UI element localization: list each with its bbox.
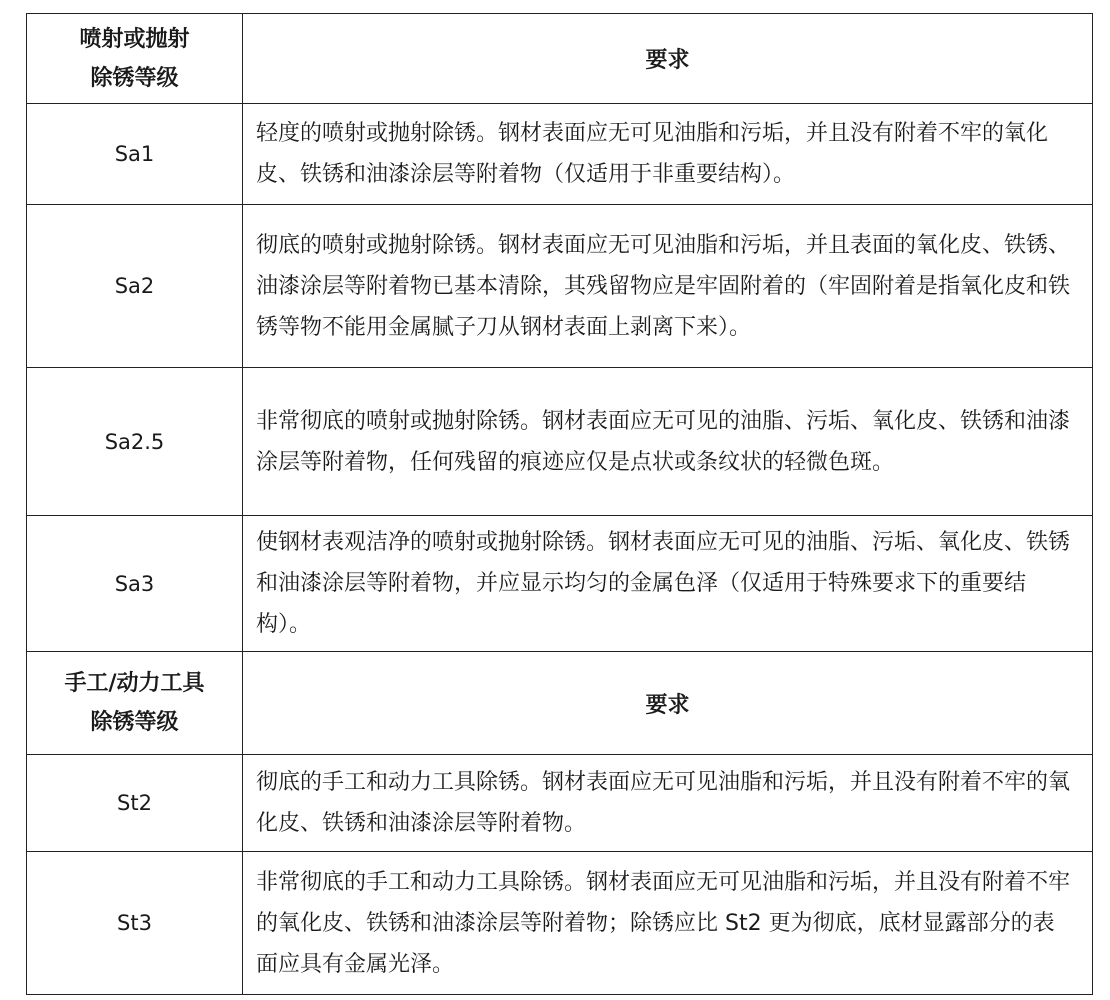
grade-cell: St2 (27, 755, 243, 852)
requirement-cell: 非常彻底的喷射或抛射除锈。钢材表面应无可见的油脂、污垢、氧化皮、铁锈和油漆涂层等附着物，任何残留的痕迹应仅是点状或条纹状的轻微色斑。 (243, 368, 1093, 516)
requirement-cell: 彻底的手工和动力工具除锈。钢材表面应无可见油脂和污垢，并且没有附着不牢的氧化皮、铁锈和油漆涂层等附着物。 (243, 755, 1093, 852)
table-row (27, 516, 1093, 652)
grade-cell: Sa2 (27, 205, 243, 368)
requirement-cell: 非常彻底的手工和动力工具除锈。钢材表面应无可见油脂和污垢，并且没有附着不牢的氧化皮、铁锈和油漆涂层等附着物；除锈应比 St2 更为彻底，底材显露部分的表面应具有金属光泽。 (243, 852, 1093, 995)
table-row (27, 205, 1093, 368)
rust-removal-grades-table (26, 13, 1093, 995)
requirement-header: 要求 (243, 14, 1093, 104)
table-header-row (27, 14, 1093, 104)
grade-cell: St3 (27, 852, 243, 995)
hand-tool-grade-header-text: 手工/动力工具 除锈等级 (64, 671, 205, 735)
requirement-cell: 轻度的喷射或抛射除锈。钢材表面应无可见油脂和污垢，并且没有附着不牢的氧化皮、铁锈和油漆涂层等附着物（仅适用于非重要结构）。 (243, 104, 1093, 205)
requirement-header: 要求 (243, 652, 1093, 755)
table-row (27, 755, 1093, 852)
table-header-row (27, 652, 1093, 755)
table-row (27, 104, 1093, 205)
blast-grade-header-text: 喷射或抛射 除锈等级 (79, 26, 190, 91)
table-row (27, 368, 1093, 516)
requirement-cell: 彻底的喷射或抛射除锈。钢材表面应无可见油脂和污垢，并且表面的氧化皮、铁锈、油漆涂层等附着物已基本清除，其残留物应是牢固附着的（牢固附着是指氧化皮和铁锈等物不能用金属腻子刀从钢材表面上剥离下来）。 (243, 205, 1093, 368)
grade-cell: Sa3 (27, 516, 243, 652)
grade-cell: Sa1 (27, 104, 243, 205)
requirement-cell: 使钢材表观洁净的喷射或抛射除锈。钢材表面应无可见的油脂、污垢、氧化皮、铁锈和油漆涂层等附着物，并应显示均匀的金属色泽（仅适用于特殊要求下的重要结构）。 (243, 516, 1093, 652)
table-row (27, 852, 1093, 995)
blast-grade-header (27, 14, 243, 104)
hand-tool-grade-header (27, 652, 243, 755)
grade-cell: Sa2.5 (27, 368, 243, 516)
